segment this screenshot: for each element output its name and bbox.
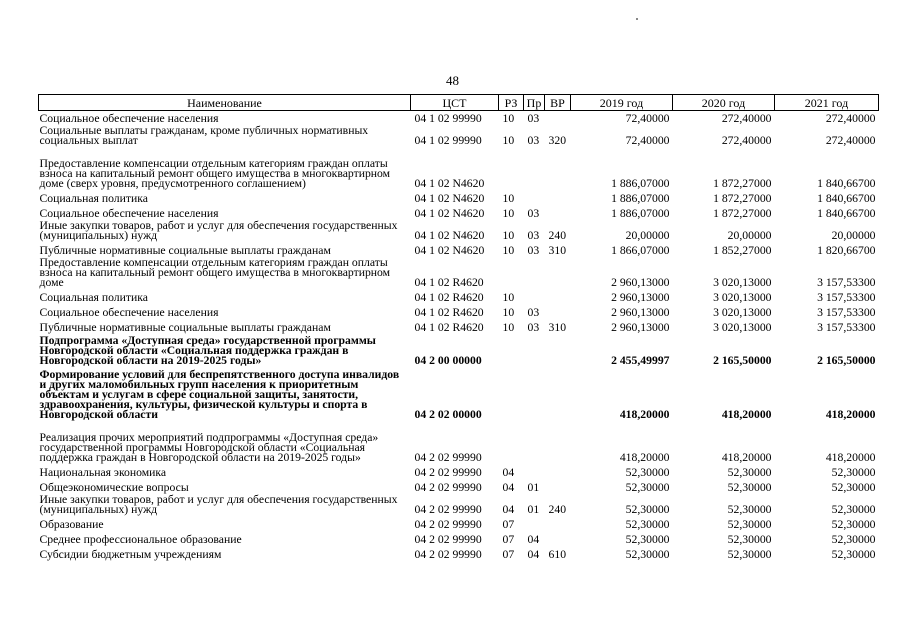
cell-name: Публичные нормативные социальные выплаты гражданам (39, 243, 331, 257)
cell-cst: 04 2 02 99990 (414, 532, 482, 546)
cell-2020: 418,20000 (721, 450, 772, 464)
cell-rz: 10 (502, 243, 515, 257)
cell-2021: 1 820,66700 (817, 243, 876, 257)
cell-pr (524, 420, 545, 463)
cell-rz: 10 (502, 320, 515, 334)
cell-2020: 52,30000 (727, 517, 772, 531)
cell-rz: 10 (502, 290, 515, 304)
cell-vr (545, 463, 571, 478)
cell-name: Национальная экономика (39, 465, 167, 479)
header-name: Наименование (39, 95, 411, 111)
cell-rz: 10 (502, 305, 515, 319)
cell-2019: 52,30000 (625, 532, 670, 546)
cell-pr (524, 256, 545, 288)
scan-speck (636, 18, 638, 20)
table-row (39, 333, 879, 366)
cell-name: Реализация прочих мероприятий подпрограммы «Доступная среда» государственной программы Новгородской области «Социальная поддержка граждан в Новгородской области на 2019-2025 годы» (39, 430, 379, 464)
cell-2019: 1 886,07000 (611, 206, 670, 220)
cell-2021: 52,30000 (831, 532, 876, 546)
cell-2020: 20,00000 (727, 228, 772, 242)
table-row (39, 204, 879, 219)
cell-rz: 10 (502, 191, 515, 205)
cell-vr (545, 420, 571, 463)
cell-vr (545, 204, 571, 219)
cell-2021: 1 840,66700 (817, 176, 876, 190)
cell-2019: 72,40000 (625, 111, 670, 125)
cell-2021: 52,30000 (831, 480, 876, 494)
cell-vr (545, 189, 571, 204)
table-row (39, 515, 879, 530)
cell-2020: 52,30000 (727, 532, 772, 546)
table-row (39, 493, 879, 515)
cell-pr: 03 (527, 111, 540, 125)
cell-vr (545, 288, 571, 303)
cell-2021: 418,20000 (825, 407, 876, 421)
cell-name: Публичные нормативные социальные выплаты гражданам (39, 320, 331, 334)
cell-vr (545, 303, 571, 318)
cell-pr (524, 288, 545, 303)
cell-2020: 3 020,13000 (713, 275, 772, 289)
cell-2021: 1 840,66700 (817, 191, 876, 205)
cell-2019: 52,30000 (625, 547, 670, 561)
cell-vr: 240 (548, 228, 567, 242)
cell-cst: 04 1 02 N4620 (414, 243, 485, 257)
cell-rz (499, 146, 524, 189)
table-row (39, 124, 879, 146)
cell-rz: 07 (502, 532, 515, 546)
cell-name: Социальные выплаты гражданам, кроме публичных нормативных социальных выплат (39, 123, 369, 147)
header-2019: 2019 год (571, 95, 673, 111)
table-body (39, 111, 879, 560)
cell-2019: 418,20000 (619, 407, 670, 421)
cell-2020: 52,30000 (727, 547, 772, 561)
table-row (39, 256, 879, 288)
budget-table-container (38, 94, 878, 560)
cell-2020: 3 020,13000 (713, 305, 772, 319)
cell-pr: 03 (527, 228, 540, 242)
cell-rz (499, 420, 524, 463)
cell-pr (524, 189, 545, 204)
cell-name: Среднее профессиональное образование (39, 532, 242, 546)
cell-pr: 04 (527, 532, 540, 546)
cell-2020: 52,30000 (727, 502, 772, 516)
cell-vr (545, 256, 571, 288)
cell-2021: 2 165,50000 (817, 353, 876, 367)
table-row (39, 303, 879, 318)
cell-2021: 3 157,53300 (817, 320, 876, 334)
cell-2020: 1 872,27000 (713, 176, 772, 190)
cell-vr: 610 (548, 547, 567, 561)
cell-pr: 03 (527, 243, 540, 257)
cell-rz: 04 (502, 480, 515, 494)
cell-name: Социальное обеспечение населения (39, 111, 219, 125)
cell-2019: 72,40000 (625, 133, 670, 147)
table-row (39, 189, 879, 204)
cell-2020: 272,40000 (721, 133, 772, 147)
cell-pr (524, 463, 545, 478)
cell-2021: 52,30000 (831, 465, 876, 479)
cell-2019: 418,20000 (619, 450, 670, 464)
cell-2020: 1 872,27000 (713, 206, 772, 220)
cell-vr (545, 478, 571, 493)
cell-2020: 1 872,27000 (713, 191, 772, 205)
header-2021: 2021 год (775, 95, 879, 111)
cell-2019: 1 886,07000 (611, 176, 670, 190)
cell-rz: 04 (502, 502, 515, 516)
table-row (39, 478, 879, 493)
cell-name: Общеэкономические вопросы (39, 480, 189, 494)
table-row (39, 545, 879, 560)
cell-rz: 07 (502, 547, 515, 561)
table-row (39, 318, 879, 333)
header-vr: ВР (545, 95, 571, 111)
cell-rz (499, 366, 524, 420)
cell-cst: 04 1 02 N4620 (414, 206, 485, 220)
header-2020: 2020 год (673, 95, 775, 111)
cell-2021: 3 157,53300 (817, 290, 876, 304)
cell-name: Социальное обеспечение населения (39, 305, 219, 319)
cell-cst: 04 2 02 00000 (414, 407, 482, 421)
cell-cst: 04 2 02 99990 (414, 502, 482, 516)
cell-pr: 04 (527, 547, 540, 561)
cell-2021: 3 157,53300 (817, 275, 876, 289)
cell-cst: 04 1 02 R4620 (414, 305, 484, 319)
cell-2019: 2 960,13000 (611, 305, 670, 319)
cell-pr (524, 515, 545, 530)
cell-name: Социальная политика (39, 191, 148, 205)
cell-2020: 52,30000 (727, 480, 772, 494)
cell-name: Субсидии бюджетным учреждениям (39, 547, 222, 561)
cell-2019: 20,00000 (625, 228, 670, 242)
cell-pr: 03 (527, 305, 540, 319)
cell-2021: 272,40000 (825, 133, 876, 147)
cell-pr: 03 (527, 320, 540, 334)
cell-pr: 01 (527, 480, 540, 494)
cell-cst: 04 2 02 99990 (414, 480, 482, 494)
cell-pr (524, 333, 545, 366)
cell-2021: 1 840,66700 (817, 206, 876, 220)
cell-cst: 04 1 02 R4620 (414, 275, 484, 289)
cell-cst: 04 1 02 99990 (414, 111, 482, 125)
cell-pr: 01 (527, 502, 540, 516)
cell-rz: 04 (502, 465, 515, 479)
cell-rz: 10 (502, 133, 515, 147)
cell-2019: 1 886,07000 (611, 191, 670, 205)
cell-vr: 310 (548, 320, 567, 334)
cell-cst: 04 2 02 99990 (414, 465, 482, 479)
cell-vr (545, 333, 571, 366)
cell-vr (545, 530, 571, 545)
cell-rz: 10 (502, 206, 515, 220)
cell-2019: 1 866,07000 (611, 243, 670, 257)
budget-table (38, 94, 879, 560)
cell-name: Социальная политика (39, 290, 148, 304)
cell-rz (499, 333, 524, 366)
table-row (39, 288, 879, 303)
cell-2021: 418,20000 (825, 450, 876, 464)
table-row (39, 463, 879, 478)
header-cst: ЦСТ (411, 95, 499, 111)
cell-vr: 240 (548, 502, 567, 516)
cell-pr (524, 366, 545, 420)
cell-rz: 07 (502, 517, 515, 531)
cell-vr: 310 (548, 243, 567, 257)
cell-rz (499, 256, 524, 288)
cell-2019: 2 960,13000 (611, 275, 670, 289)
cell-2019: 52,30000 (625, 480, 670, 494)
cell-2021: 20,00000 (831, 228, 876, 242)
cell-cst: 04 2 00 00000 (414, 353, 482, 367)
cell-2020: 2 165,50000 (713, 353, 772, 367)
table-row (39, 111, 879, 124)
cell-pr: 03 (527, 133, 540, 147)
cell-rz: 10 (502, 111, 515, 125)
cell-cst: 04 2 02 99990 (414, 547, 482, 561)
page-number: 48 (446, 73, 459, 88)
cell-2020: 52,30000 (727, 465, 772, 479)
cell-2021: 3 157,53300 (817, 305, 876, 319)
cell-2020: 272,40000 (721, 111, 772, 125)
cell-vr (545, 515, 571, 530)
table-row (39, 366, 879, 420)
table-row (39, 241, 879, 256)
table-row (39, 420, 879, 463)
cell-name: Подпрограмма «Доступная среда» государственной программы Новгородской области «Социальная поддержка граждан в Новгородской области на 2019-2025 годы» (39, 333, 376, 367)
table-row (39, 146, 879, 189)
cell-2019: 2 960,13000 (611, 320, 670, 334)
cell-vr (545, 146, 571, 189)
cell-2021: 272,40000 (825, 111, 876, 125)
cell-cst: 04 2 02 99990 (414, 450, 482, 464)
cell-vr: 320 (548, 133, 567, 147)
cell-cst: 04 1 02 R4620 (414, 290, 484, 304)
cell-2019: 52,30000 (625, 465, 670, 479)
cell-cst: 04 1 02 99990 (414, 133, 482, 147)
table-row (39, 219, 879, 241)
cell-name: Формирование условий для беспрепятственного доступа инвалидов и других маломобильных групп населения к приоритетным объектам и услугам в сфере социальной защиты, занятости, здравоохранения, культуры, физической культуры и спорта в Новгородской области (39, 367, 400, 421)
cell-cst: 04 1 02 R4620 (414, 320, 484, 334)
cell-cst: 04 1 02 N4620 (414, 191, 485, 205)
cell-vr (545, 111, 571, 124)
cell-pr: 03 (527, 206, 540, 220)
header-rz: РЗ (499, 95, 524, 111)
cell-2021: 52,30000 (831, 547, 876, 561)
cell-cst: 04 1 02 N4620 (414, 176, 485, 190)
cell-2020: 3 020,13000 (713, 320, 772, 334)
cell-2019: 52,30000 (625, 502, 670, 516)
cell-name: Иные закупки товаров, работ и услуг для обеспечения государственных (муниципальных) нужд (39, 218, 398, 242)
cell-cst: 04 2 02 99990 (414, 517, 482, 531)
cell-name: Социальное обеспечение населения (39, 206, 219, 220)
cell-name: Иные закупки товаров, работ и услуг для обеспечения государственных (муниципальных) нужд (39, 492, 398, 516)
cell-2020: 418,20000 (721, 407, 772, 421)
table-row (39, 530, 879, 545)
cell-2021: 52,30000 (831, 517, 876, 531)
cell-rz: 10 (502, 228, 515, 242)
cell-name: Предоставление компенсации отдельным категориям граждан оплаты взноса на капитальный ремонт общего имущества в многоквартирном доме (39, 255, 391, 289)
cell-2021: 52,30000 (831, 502, 876, 516)
cell-2020: 3 020,13000 (713, 290, 772, 304)
cell-2020: 1 852,27000 (713, 243, 772, 257)
cell-2019: 52,30000 (625, 517, 670, 531)
cell-2019: 2 455,49997 (611, 353, 670, 367)
cell-cst: 04 1 02 N4620 (414, 228, 485, 242)
cell-name: Предоставление компенсации отдельным категориям граждан оплаты взноса на капитальный ремонт общего имущества в многоквартирном доме (сверх уровня, предусмотренного соглашением) (39, 156, 391, 190)
cell-vr (545, 366, 571, 420)
header-pr: Пр (524, 95, 545, 111)
cell-name: Образование (39, 517, 104, 531)
cell-pr (524, 146, 545, 189)
table-header-row (39, 95, 879, 111)
cell-2019: 2 960,13000 (611, 290, 670, 304)
